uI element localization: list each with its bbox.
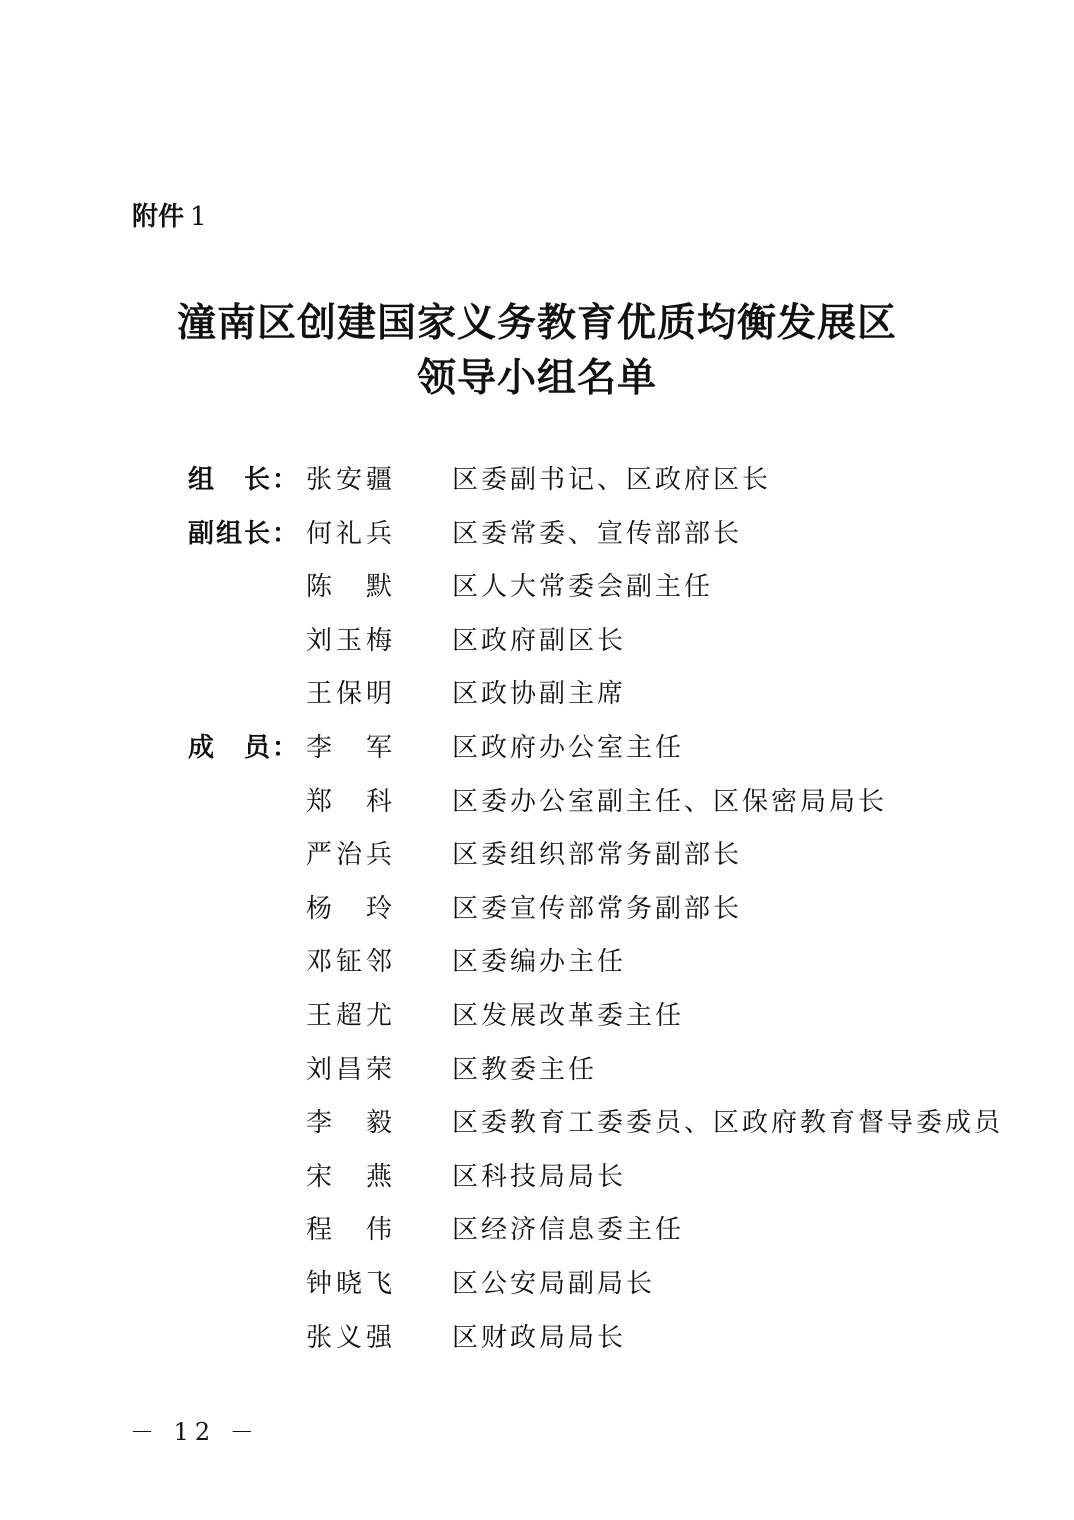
roster-name: 宋 燕 <box>306 1161 397 1192</box>
roster-row <box>0 672 1074 726</box>
roster-name: 严治兵 <box>306 840 397 871</box>
roster-name: 张义强 <box>306 1322 397 1353</box>
roster-name: 杨 玲 <box>306 893 397 924</box>
roster-name: 刘昌荣 <box>306 1054 397 1085</box>
roster-row <box>0 780 1074 834</box>
roster-name: 王保明 <box>306 679 397 710</box>
roster-post: 区政府办公室主任 <box>452 733 685 763</box>
roster-name: 刘玉梅 <box>306 625 397 656</box>
roster-row <box>0 619 1074 673</box>
roster-row <box>0 1101 1074 1155</box>
roster-name: 钟晓飞 <box>306 1269 397 1299</box>
roster-role: 成 员： <box>188 733 301 763</box>
roster-post: 区人大常委会副主任 <box>452 572 714 603</box>
roster-post: 区财政局局长 <box>452 1322 627 1353</box>
roster-row <box>0 940 1074 994</box>
roster-post: 区委办公室副主任、区保密局局长 <box>452 786 888 817</box>
roster-name: 郑 科 <box>306 786 397 817</box>
roster-post: 区委教育工委委员、区政府教育督导委成员 <box>452 1108 1004 1139</box>
roster-row <box>0 1208 1074 1262</box>
roster-role: 组 长： <box>188 465 301 495</box>
roster-name: 李 毅 <box>306 1108 397 1139</box>
attachment-text: 附件 <box>132 202 185 232</box>
roster-post: 区委常委、宣传部部长 <box>452 518 743 549</box>
roster-post: 区委宣传部常务副部长 <box>452 893 743 924</box>
roster-post: 区教委主任 <box>452 1054 598 1085</box>
document-title-line-1: 潼南区创建国家义务教育优质均衡发展区 <box>176 301 897 346</box>
page-number: － 12 － <box>130 1418 260 1446</box>
roster-post: 区政协副主席 <box>452 679 627 710</box>
document-title-line-2: 领导小组名单 <box>416 356 657 401</box>
roster-post: 区经济信息委主任 <box>452 1215 685 1246</box>
roster-post: 区科技局局长 <box>452 1161 627 1192</box>
roster-name: 陈 默 <box>306 572 397 603</box>
roster-name: 张安疆 <box>306 465 397 495</box>
roster-post: 区委副书记、区政府区长 <box>452 465 772 495</box>
roster-row <box>0 1048 1074 1102</box>
roster-post: 区委编办主任 <box>452 947 627 978</box>
roster-row <box>0 726 1074 780</box>
roster-name: 邓钲邻 <box>306 947 397 978</box>
roster-row <box>0 1155 1074 1209</box>
roster-name: 程 伟 <box>306 1215 397 1246</box>
roster-role: 副组长： <box>188 518 301 549</box>
roster-post: 区委组织部常务副部长 <box>452 840 743 871</box>
roster-row <box>0 458 1074 512</box>
roster-row <box>0 833 1074 887</box>
roster-post: 区公安局副局长 <box>452 1269 656 1299</box>
roster-name: 王超尤 <box>306 1001 397 1031</box>
roster-post: 区发展改革委主任 <box>452 1001 685 1031</box>
roster-row <box>0 887 1074 941</box>
roster-post: 区政府副区长 <box>452 625 627 656</box>
roster-row <box>0 565 1074 619</box>
attachment-label <box>132 196 207 233</box>
attachment-number: 1 <box>190 202 207 232</box>
roster-name: 何礼兵 <box>306 518 397 549</box>
roster-name: 李 军 <box>306 733 397 763</box>
roster-row <box>0 994 1074 1048</box>
roster-row <box>0 1262 1074 1316</box>
roster-row <box>0 512 1074 566</box>
roster-row <box>0 1316 1074 1370</box>
